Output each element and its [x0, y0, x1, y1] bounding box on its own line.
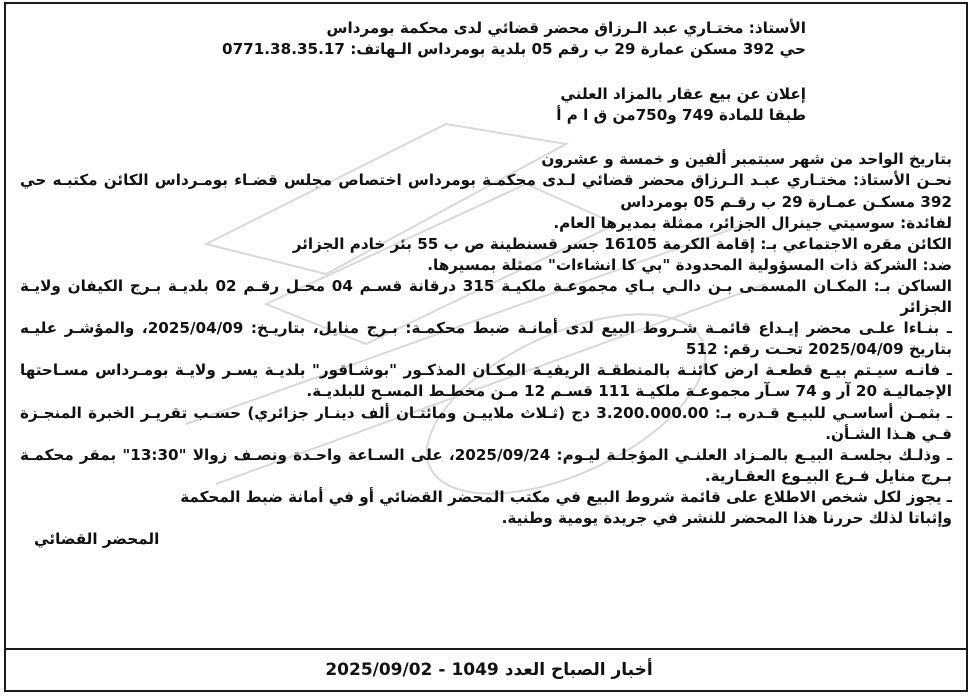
consultation-clause-line: ـ يجوز لكل شخص الاطلاع على قائمة شروط البيع في مكتب المحضر القضائي أو في أمانة ضبط المحكمة — [180, 487, 952, 506]
legal-article-line: طبقا للمادة 749 و750من ق ا م أ — [556, 106, 806, 125]
bailiff-address-line: حي 392 مسكن عمارة 29 ب رقم 05 بلدية بومرداس الـهاتف: 0771.38.35.17 — [222, 40, 806, 59]
publication-footer — [6, 648, 966, 690]
price-clause-paragraph: ـ بثمـن أساسـي للبيـع قـدره بـ: 3.200.000.00 دج (ثـلاث ملاييـن ومائتـان ألف دينـار جزائري) حسـب تقريـر الخبرة المنجـزة فـي هـذا الشـأن. — [20, 403, 952, 443]
legal-notice-box — [4, 2, 968, 692]
notice-title — [20, 84, 952, 126]
defendant-address-paragraph: الساكن بـ: المكـان المسمـى بـن دالـي بـاي مجموعـة ملكيـة 315 درقانة قسـم 04 محـل رقـم 02 بلديـة بـرج الكيفان ولايـة الجزائر — [20, 276, 953, 317]
notice-date-line: بتاريخ الواحد من شهر سبتمبر ألفين و خمسة و عشرون — [541, 150, 952, 169]
beneficiary-address-line: الكائن مقره الاجتماعي بـ: إقامة الكرمة 16105 جسر قسنطينة ص ب 55 بئر خادم الجزائر — [292, 234, 952, 253]
bailiff-signature: المحضر القضائي — [34, 530, 160, 549]
footer-separator: - — [438, 660, 446, 680]
newspaper-issue-label: أخبار الصباح العدد — [504, 660, 653, 680]
issue-number: 1049 — [451, 660, 499, 680]
publication-date: 2025/09/02 — [325, 660, 433, 680]
bailiff-header — [20, 18, 952, 60]
property-clause-paragraph: ـ فانـه سيـتم بيـع قطعـة ارض كائنـة بالمنطقـة الريفيـة المكـان المذكـور "بوشـاقور" بلديـة يسـر ولايـة بومـرداس مسـاحتها الإجماليـة 20 آر و 74 سـآر مجموعـة ملكيـة 111 قسـم 12 مـن مخطـط المسـح للبلديـة. — [20, 361, 952, 401]
beneficiary-line: لفائدة: سوسيتي جينرال الجزائر، ممثلة بمديرها العام. — [553, 213, 952, 232]
notice-title-line: إعلان عن بيع عقار بالمزاد العلني — [560, 85, 806, 104]
bailiff-intro-paragraph: نحـن الأستاذ: مختـاري عبـد الـرزاق محضر قضائي لـدى محكمـة بومرداس اختصاص مجلس قضـاء بومـرداس الكائن مكتبـه حي 392 مسكـن عمـارة 29 ب رقـم 05 بومرداس — [20, 171, 952, 211]
notice-body — [20, 149, 952, 529]
defendant-line: ضد: الشركة ذات المسؤولية المحدودة "بي كا انشاءات" ممثلة بمسيرها. — [427, 255, 952, 274]
auction-session-paragraph: ـ وذلـك بجلسـة البيـع بالمـزاد العلنـي المؤجلـة ليـوم: 2025/09/24، على السـاعة واحـدة ونصـف زوالا "13:30" بمقر محكمـة بـرج منايل فـرع البيـوع العقـارية. — [20, 445, 953, 485]
closing-line: وإثباتا لذلك حررنا هذا المحضر للنشر في جريدة يومية وطنية. — [501, 508, 952, 527]
bailiff-name-line: الأستاذ: مختـاري عبد الـرزاق محضر قضائي لدى محكمة بومرداس — [326, 19, 806, 37]
notice-content — [20, 18, 952, 550]
deposit-clause-paragraph: ـ بنـاءا علـى محضر إيـداع قائمـة شـروط البيع لدى أمانـة ضبط محكمـة: بـرج منايل، بتاريـخ: 2025/04/09، والمؤشـر عليـه بتاريخ 2025/04/09 تحـت رقم: 512 — [20, 319, 952, 359]
